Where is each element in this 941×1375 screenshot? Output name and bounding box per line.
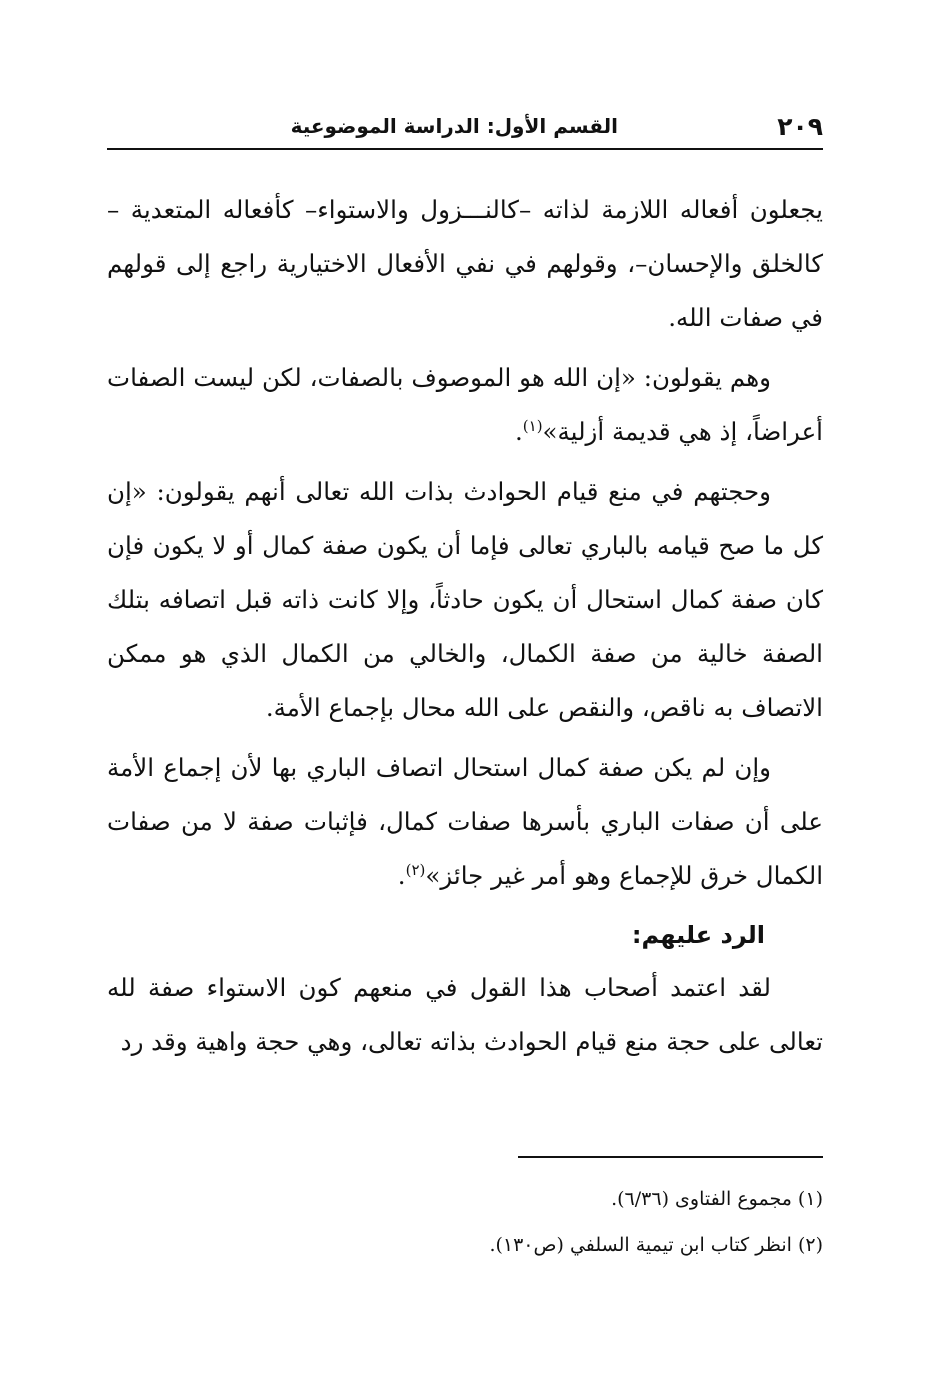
footnote-2: (٢) انظر كتاب ابن تيمية السلفي (ص١٣٠).	[489, 1234, 823, 1256]
section-heading: الرد عليهم:	[631, 921, 765, 949]
header-title: القسم الأول: الدراسة الموضوعية	[290, 114, 618, 138]
running-header	[107, 108, 823, 150]
footnote-divider	[518, 1156, 823, 1158]
paragraph-1: يجعلون أفعاله اللازمة لذاته –كالنـــزول والاستواء– كأفعاله المتعدية – كالخلق والإحسان–، وقولهم في نفي الأفعال الاختيارية راجع إلى قولهم في صفات الله.	[107, 195, 823, 332]
footnote-ref-2[interactable]: (٢)	[405, 860, 426, 879]
footnotes	[107, 1176, 823, 1268]
paragraph-2-end: .	[514, 417, 523, 446]
paragraph-4-text: وإن لم يكن صفة كمال استحال اتصاف الباري بها لأن إجماع الأمة على أن صفات الباري بأسرها صفات كمال، فإثبات صفة لا من صفات الكمال خرق للإجماع وهو أمر غير جائز»	[107, 753, 823, 890]
paragraph-4-end: .	[397, 861, 406, 890]
paragraph-2-text: وهم يقولون: «إن الله هو الموصوف بالصفات، لكن ليست الصفات أعراضاً، إذ هي قديمة أزلية»	[107, 363, 823, 446]
body-text	[107, 183, 823, 1075]
footnote-1: (١) مجموع الفتاوى (٦/٣٦).	[611, 1188, 823, 1210]
paragraph-3: وحجتهم في منع قيام الحوادث بذات الله تعالى أنهم يقولون: «إن كل ما صح قيامه بالباري تعالى فإما أن يكون صفة كمال أو لا يكون فإن كان صفة كمال استحال أن يكون حادثاً، وإلا كانت ذاته قبل اتصافه بتلك الصفة خالية من صفة الكمال، والخالي من الكمال الذي هو ممكن الاتصاف به ناقص، والنقص على الله محال بإجماع الأمة.	[107, 477, 823, 722]
paragraph-2	[107, 351, 823, 459]
paragraph-4	[107, 741, 823, 903]
footnote-ref-1[interactable]: (١)	[522, 416, 543, 435]
paragraph-5: لقد اعتمد أصحاب هذا القول في منعهم كون الاستواء صفة لله تعالى على حجة منع قيام الحوادث بذاته تعالى، وهي حجة واهية وقد رد	[107, 973, 823, 1056]
page-number: ٢٠٩	[777, 112, 823, 141]
